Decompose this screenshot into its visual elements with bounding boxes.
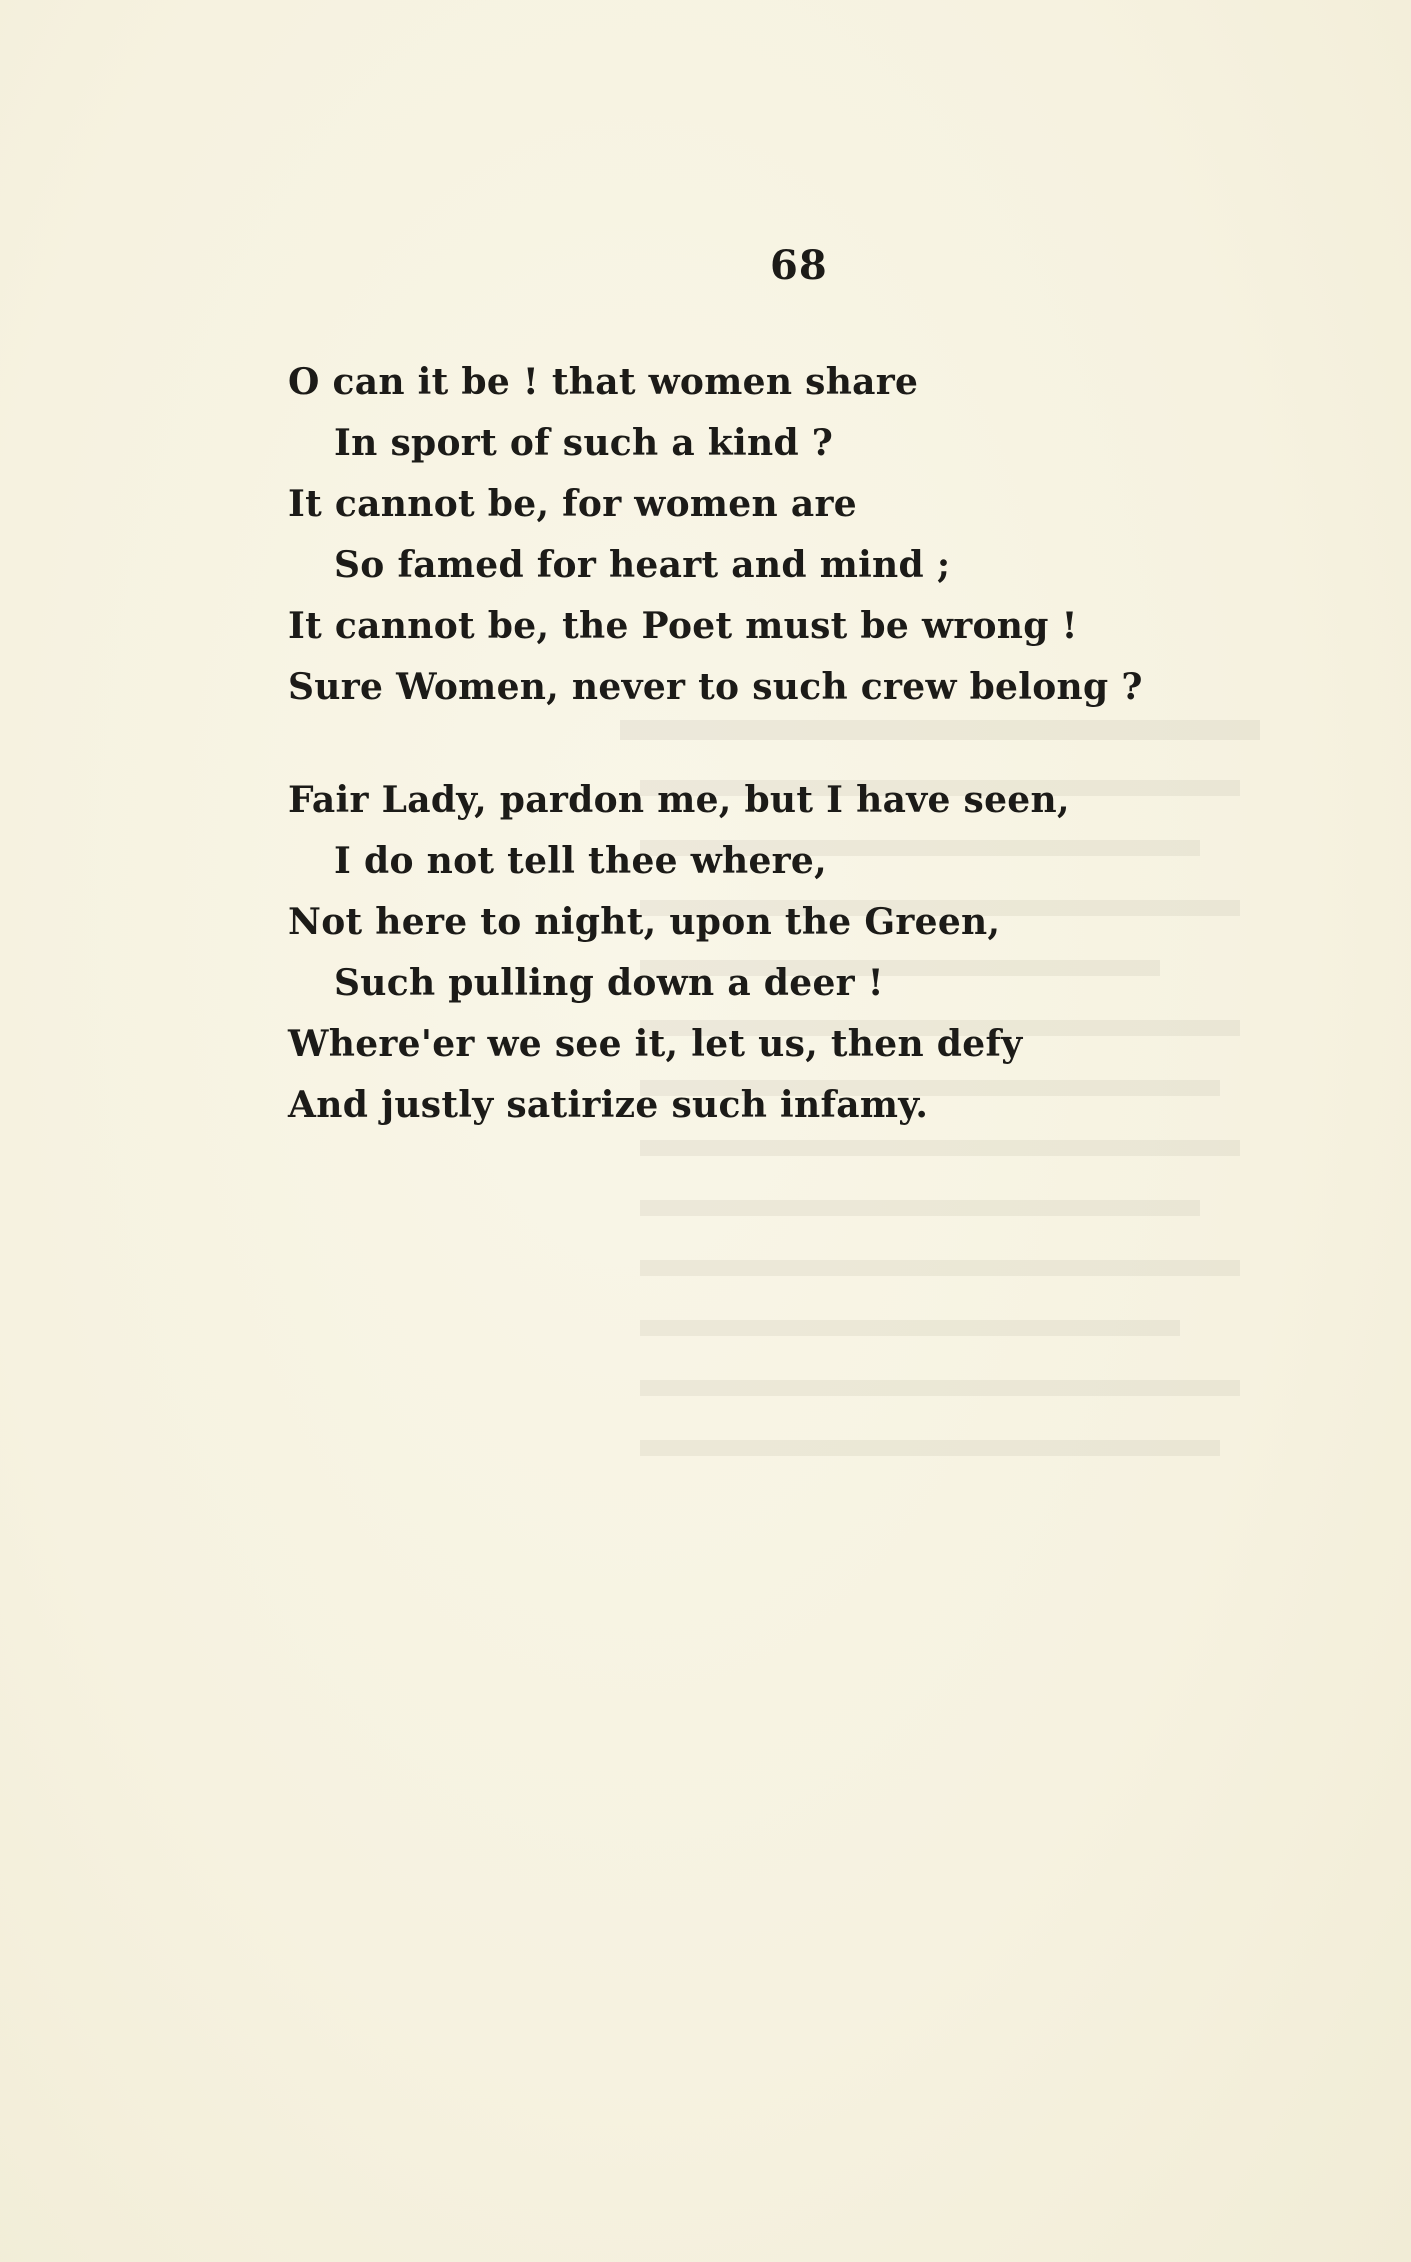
page-number: 68 <box>770 242 828 289</box>
poem-line: I do not tell thee where, <box>334 840 827 882</box>
poem-line: Not here to night, upon the Green, <box>288 901 1001 943</box>
poem-line: Fair Lady, pardon me, but I have seen, <box>288 779 1070 821</box>
poem-line: Such pulling down a deer ! <box>334 962 884 1004</box>
poem-line: Where'er we see it, let us, then defy <box>288 1023 1023 1065</box>
poem <box>288 352 1288 1188</box>
stanza-2 <box>288 770 1288 1136</box>
poem-line: Sure Women, never to such crew belong ? <box>288 666 1143 708</box>
poem-line: So famed for heart and mind ; <box>334 544 951 586</box>
poem-line: It cannot be, the Poet must be wrong ! <box>288 605 1078 647</box>
poem-line: It cannot be, for women are <box>288 483 857 525</box>
poem-line: O can it be ! that women share <box>288 361 919 403</box>
poem-line: And justly satirize such infamy. <box>288 1084 929 1126</box>
stanza-1 <box>288 352 1288 718</box>
poem-line: In sport of such a kind ? <box>334 422 834 464</box>
